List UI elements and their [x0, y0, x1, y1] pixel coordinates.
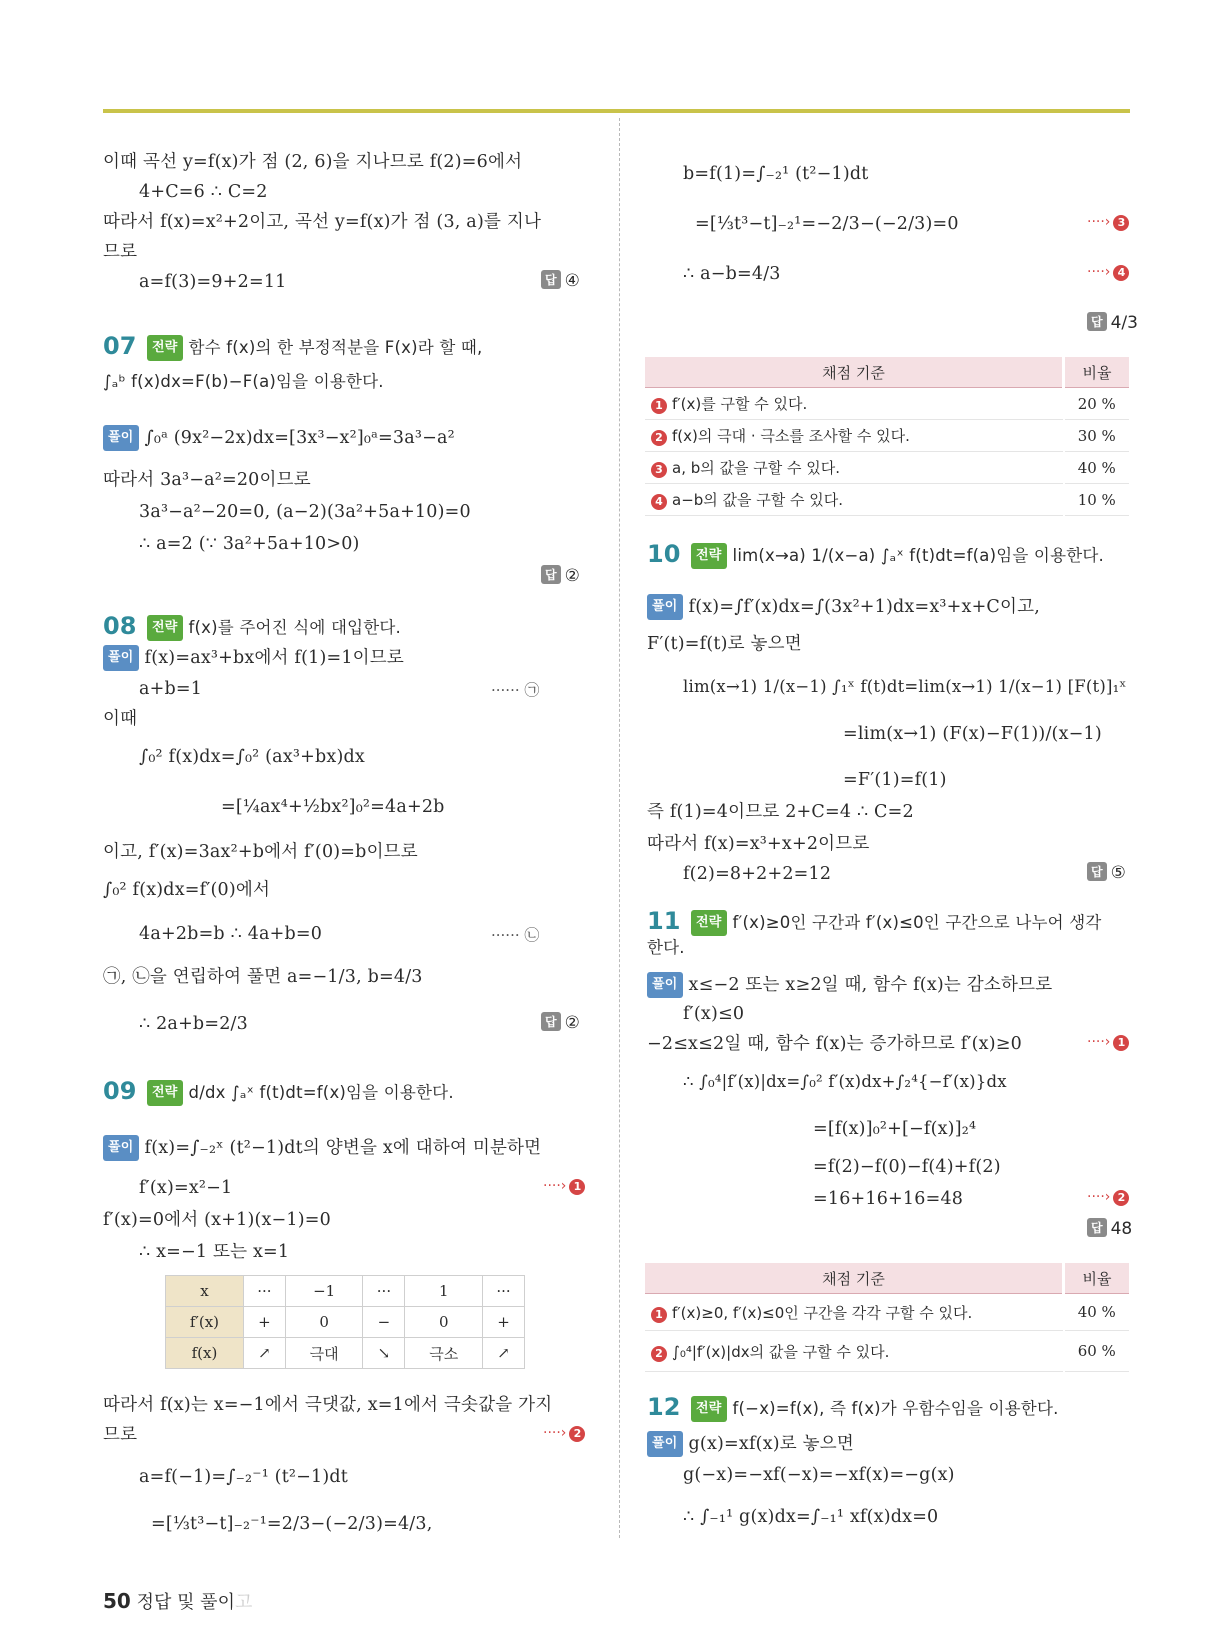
score-marker: ····› 3 [1087, 214, 1129, 231]
strategy-line: 전략 d/dx ∫ₐˣ f(t)dt=f(x)임을 이용한다. [147, 1080, 454, 1106]
text-line: f(2)=8+2+2=12 [683, 864, 832, 884]
text-line: 므로 [103, 1425, 138, 1445]
text-line: ∴ 2a+b=2/3 [139, 1014, 248, 1034]
text-line: b=f(1)=∫₋₂¹ (t²−1)dt [683, 164, 869, 184]
table-row [166, 1307, 525, 1338]
score-marker: ····› 1 [1087, 1034, 1129, 1051]
problem-number: 11 [647, 907, 681, 935]
table-row [645, 420, 1129, 452]
table-header [645, 1263, 1129, 1294]
score-marker: ····› 2 [1087, 1189, 1129, 1206]
strategy-line: ∫ₐᵇ f(x)dx=F(b)−F(a)임을 이용한다. [103, 372, 384, 391]
scoring-table-09 [645, 357, 1129, 516]
problem-number: 10 [647, 540, 681, 568]
text-line: −2≤x≤2일 때, 함수 f(x)는 증가하므로 f′(x)≥0 [647, 1034, 1022, 1054]
text-line: =[⅓t³−t]₋₂¹=−2/3−(−2/3)=0 [695, 214, 959, 234]
ratio-cell: 40 % [1064, 1294, 1130, 1331]
table-cell: x [166, 1276, 244, 1307]
text-line: 즉 f(1)=4이므로 2+C=4 ∴ C=2 [647, 802, 914, 822]
strategy-line: 한다. [647, 938, 685, 957]
column-divider [619, 118, 620, 1538]
strategy-tag: 전략 [147, 615, 183, 641]
strategy-line: 전략 lim(x→a) 1/(x−a) ∫ₐˣ f(t)dt=f(a)임을 이용한다. [691, 543, 1104, 569]
text-line: g(−x)=−xf(−x)=−xf(x)=−g(x) [683, 1465, 955, 1485]
strategy-tag: 전략 [147, 1080, 183, 1106]
answer-09: 답 4/3 [1087, 312, 1138, 333]
equation-label: ······ ㉠ [491, 681, 540, 699]
criteria-cell: 2 ∫₀⁴|f′(x)|dx의 값을 구할 수 있다. [645, 1331, 1064, 1372]
text-line: a=f(−1)=∫₋₂⁻¹ (t²−1)dt [139, 1467, 349, 1487]
problem-number: 07 [103, 332, 137, 360]
text-line: ∴ a=2 (∵ 3a²+5a+10>0) [139, 534, 360, 554]
table-row [645, 388, 1129, 420]
footer-ghost-text: 고 [234, 1592, 253, 1613]
solution-tag: 풀이 [647, 972, 683, 998]
solution-tag: 풀이 [103, 645, 139, 671]
score-marker: ····› 1 [543, 1178, 585, 1195]
text-line: 따라서 f(x)는 x=−1에서 극댓값, x=1에서 극솟값을 가지 [103, 1395, 553, 1415]
solution-line: 풀이 f(x)=ax³+bx에서 f(1)=1이므로 [103, 645, 404, 671]
text-line: ∴ ∫₀⁴|f′(x)|dx=∫₀² f′(x)dx+∫₂⁴{−f′(x)}dx [683, 1072, 1007, 1091]
strategy-tag: 전략 [691, 910, 727, 936]
text-line: a=f(3)=9+2=11 [139, 272, 287, 292]
table-cell: ↗ [243, 1338, 285, 1369]
table-cell: −1 [285, 1276, 363, 1307]
strategy-tag: 전략 [691, 543, 727, 569]
equation-label: ······ ㉡ [491, 926, 540, 944]
solution-line: 풀이 f(x)=∫₋₂ˣ (t²−1)dt의 양변을 x에 대하여 미분하면 [103, 1135, 541, 1161]
text-line: =lim(x→1) (F(x)−F(1))/(x−1) [843, 724, 1102, 744]
scoring-table-11 [645, 1263, 1129, 1372]
page-footer [103, 1588, 252, 1614]
text-line: 3a³−a²−20=0, (a−2)(3a²+5a+10)=0 [139, 502, 471, 522]
ratio-cell: 20 % [1064, 388, 1130, 420]
table-row [645, 484, 1129, 516]
table-cell: 0 [405, 1307, 483, 1338]
text-line: ∴ a−b=4/3 [683, 264, 781, 284]
ratio-cell: 30 % [1064, 420, 1130, 452]
text-line: ∫₀² f(x)dx=f′(0)에서 [103, 880, 271, 900]
text-line: 따라서 f(x)=x³+x+2이므로 [647, 834, 870, 854]
text-line: =F′(1)=f(1) [843, 770, 947, 790]
header-criteria: 채점 기준 [645, 357, 1064, 388]
footer-label: 정답 및 풀이 [136, 1592, 235, 1613]
strategy-tag: 전략 [691, 1396, 727, 1422]
text-line: ∴ x=−1 또는 x=1 [139, 1242, 290, 1262]
text-line: ㉠, ㉡을 연립하여 풀면 a=−1/3, b=4/3 [103, 967, 423, 987]
strategy-tag: 전략 [147, 335, 183, 361]
text-line: 따라서 3a³−a²=20이므로 [103, 470, 311, 490]
text-line: =[¼ax⁴+½bx²]₀²=4a+2b [221, 797, 445, 817]
text-line: 4a+2b=b ∴ 4a+b=0 [139, 924, 323, 944]
table-row [166, 1338, 525, 1369]
page-number: 50 [103, 1589, 131, 1613]
text-line: 므로 [103, 242, 138, 262]
strategy-line: 전략 f(−x)=f(x), 즉 f(x)가 우함수임을 이용한다. [691, 1396, 1059, 1422]
score-marker: ····› 4 [1087, 264, 1129, 281]
strategy-line: 전략 f′(x)≥0인 구간과 f′(x)≤0인 구간으로 나누어 생각 [691, 910, 1102, 936]
criteria-cell: 1 f′(x)를 구할 수 있다. [645, 388, 1064, 420]
text-line: a+b=1 [139, 679, 203, 699]
answer-11: 답 48 [1087, 1218, 1132, 1239]
table-cell: f′(x) [166, 1307, 244, 1338]
table-row [166, 1276, 525, 1307]
ratio-cell: 60 % [1064, 1331, 1130, 1372]
solution-line: 풀이 f(x)=∫f′(x)dx=∫(3x²+1)dx=x³+x+C이고, [647, 594, 1040, 620]
answer-07: 답 ② [541, 565, 580, 586]
strategy-line: 전략 f(x)를 주어진 식에 대입한다. [147, 615, 401, 641]
text-line: 이고, f′(x)=3ax²+b에서 f′(0)=b이므로 [103, 842, 418, 862]
text-line: 이때 곡선 y=f(x)가 점 (2, 6)을 지나므로 f(2)=6에서 [103, 152, 523, 172]
table-cell: ··· [363, 1276, 405, 1307]
criteria-cell: 2 f(x)의 극대 · 극소를 조사할 수 있다. [645, 420, 1064, 452]
solution-tag: 풀이 [103, 425, 139, 451]
answer-10: 답 ⑤ [1087, 862, 1126, 883]
criteria-cell: 1 f′(x)≥0, f′(x)≤0인 구간을 각각 구할 수 있다. [645, 1294, 1064, 1331]
ratio-cell: 10 % [1064, 484, 1130, 516]
text-line: =[f(x)]₀²+[−f(x)]₂⁴ [813, 1119, 977, 1139]
solution-line: 풀이 ∫₀ᵃ (9x²−2x)dx=[3x³−x²]₀ᵃ=3a³−a² [103, 425, 455, 451]
header-criteria: 채점 기준 [645, 1263, 1064, 1294]
text-line: ∴ ∫₋₁¹ g(x)dx=∫₋₁¹ xf(x)dx=0 [683, 1507, 939, 1527]
header-ratio: 비율 [1064, 1263, 1130, 1294]
table-cell: f(x) [166, 1338, 244, 1369]
text-line: f′(x)=0에서 (x+1)(x−1)=0 [103, 1210, 331, 1230]
text-line: F′(t)=f(t)로 놓으면 [647, 634, 802, 654]
table-cell: 극소 [405, 1338, 483, 1369]
table-cell: ↘ [363, 1338, 405, 1369]
text-line: f′(x)=x²−1 [139, 1178, 233, 1198]
problem-number: 09 [103, 1077, 137, 1105]
table-cell: 극대 [285, 1338, 363, 1369]
strategy-line: 전략 함수 f(x)의 한 부정적분을 F(x)라 할 때, [147, 335, 483, 361]
text-line: =16+16+16=48 [813, 1189, 964, 1209]
table-cell: + [243, 1307, 285, 1338]
score-marker: ····› 2 [543, 1425, 585, 1442]
table-cell: ↗ [483, 1338, 525, 1369]
table-row [645, 1294, 1129, 1331]
solution-tag: 풀이 [647, 594, 683, 620]
table-cell: ··· [243, 1276, 285, 1307]
text-line: 이때 [103, 709, 138, 729]
table-cell: 0 [285, 1307, 363, 1338]
text-line: lim(x→1) 1/(x−1) ∫₁ˣ f(t)dt=lim(x→1) 1/(x−1) [F(t)]₁ˣ [683, 677, 1127, 696]
text-line: =[⅓t³−t]₋₂⁻¹=2/3−(−2/3)=4/3, [151, 1514, 433, 1534]
criteria-cell: 4 a−b의 값을 구할 수 있다. [645, 484, 1064, 516]
table-cell: ··· [483, 1276, 525, 1307]
text-line: =f(2)−f(0)−f(4)+f(2) [813, 1157, 1001, 1177]
problem-number: 08 [103, 612, 137, 640]
criteria-cell: 3 a, b의 값을 구할 수 있다. [645, 452, 1064, 484]
top-rule [103, 109, 1130, 113]
solution-tag: 풀이 [647, 1431, 683, 1457]
table-cell: − [363, 1307, 405, 1338]
table-cell: 1 [405, 1276, 483, 1307]
ratio-cell: 40 % [1064, 452, 1130, 484]
solution-tag: 풀이 [103, 1135, 139, 1161]
table-cell: + [483, 1307, 525, 1338]
table-row [645, 1331, 1129, 1372]
text-line: 4+C=6 ∴ C=2 [139, 182, 268, 202]
table-row [645, 452, 1129, 484]
header-ratio: 비율 [1064, 357, 1130, 388]
solution-line: 풀이 x≤−2 또는 x≥2일 때, 함수 f(x)는 감소하므로 [647, 972, 1052, 998]
text-line: f′(x)≤0 [683, 1004, 745, 1024]
text-line: ∫₀² f(x)dx=∫₀² (ax³+bx)dx [139, 747, 365, 767]
table-header [645, 357, 1129, 388]
solution-line: 풀이 g(x)=xf(x)로 놓으면 [647, 1431, 854, 1457]
text-line: 따라서 f(x)=x²+2이고, 곡선 y=f(x)가 점 (3, a)를 지나 [103, 212, 542, 232]
answer-08: 답 ② [541, 1012, 580, 1033]
answer-06: 답 ④ [541, 270, 580, 291]
problem-number: 12 [647, 1393, 681, 1421]
increase-decrease-table [165, 1275, 525, 1369]
